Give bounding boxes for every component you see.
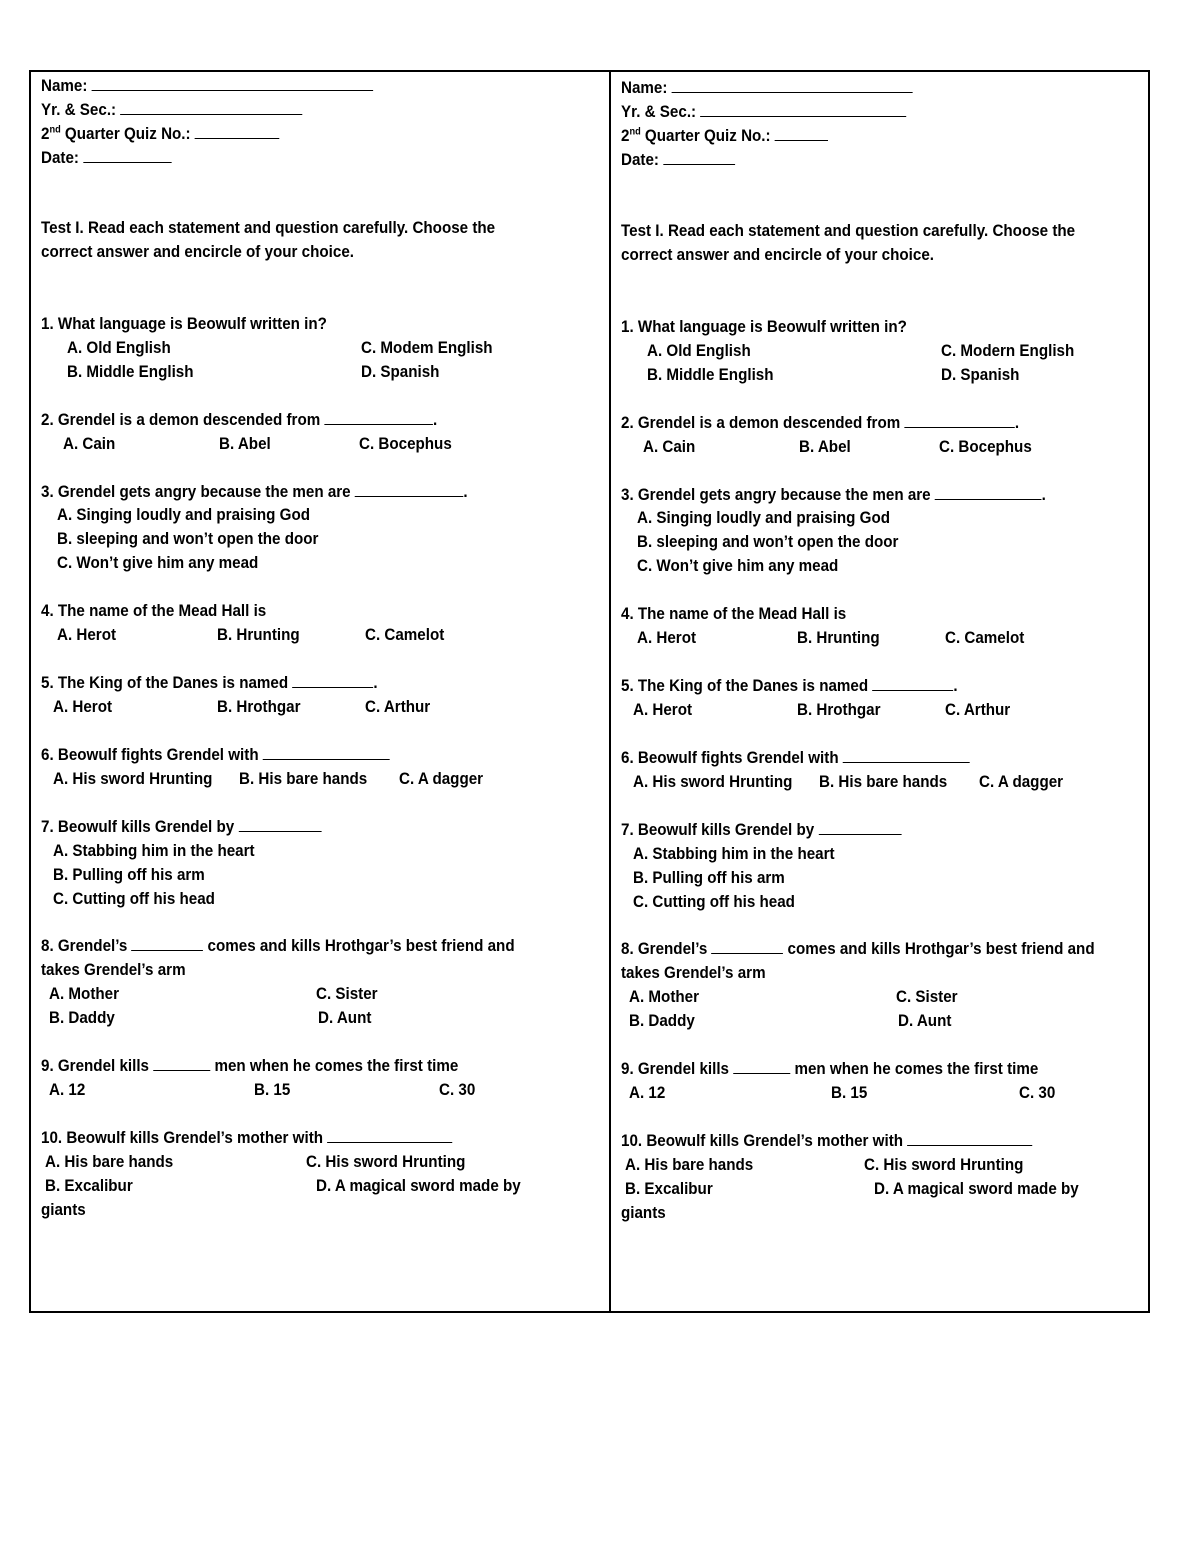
instructions-text: Test I. Read each statement and question carefully. Choose the xyxy=(621,222,1076,240)
option-d: D. Aunt xyxy=(318,1009,372,1027)
question-text: 6. Beowulf fights Grendel with xyxy=(621,749,839,767)
answer-blank xyxy=(818,820,901,835)
option-c: C. 30 xyxy=(439,1081,476,1099)
name-line xyxy=(41,74,373,98)
question-text: men when he comes the first time xyxy=(794,1060,1039,1078)
option-c: C. Won’t give him any mead xyxy=(637,557,839,575)
option-d: D. Spanish xyxy=(941,366,1020,384)
question-end: . xyxy=(463,483,468,501)
question-text: men when he comes the first time xyxy=(214,1057,459,1075)
option-b: B. Hrothgar xyxy=(217,698,301,716)
option-b: B. Hrothgar xyxy=(797,701,881,719)
question-2 xyxy=(41,408,437,432)
option-c: C. Bocephus xyxy=(939,438,1032,456)
question-text: 10. Beowulf kills Grendel’s mother with xyxy=(621,1132,904,1150)
question-text: 7. Beowulf kills Grendel by xyxy=(621,821,815,839)
question-text: comes and kills Hrothgar’s best friend and xyxy=(787,940,1095,958)
question-3 xyxy=(41,480,468,504)
answer-blank xyxy=(327,1128,452,1143)
option-a: A. 12 xyxy=(629,1084,666,1102)
question-6 xyxy=(41,743,390,767)
quiz-ordinal-suffix: nd xyxy=(629,126,641,138)
answer-blank xyxy=(292,673,373,688)
question-4: 4. The name of the Mead Hall is xyxy=(621,605,847,623)
option-c: C. Cutting off his head xyxy=(53,890,215,908)
option-b: B. Middle English xyxy=(647,366,774,384)
option-a: A. Mother xyxy=(49,985,120,1003)
option-b: B. Abel xyxy=(219,435,271,453)
question-1: 1. What language is Beowulf written in? xyxy=(621,318,907,336)
answer-blank xyxy=(904,413,1014,428)
answer-blank xyxy=(712,939,784,954)
option-c: C. 30 xyxy=(1019,1084,1056,1102)
answer-blank xyxy=(907,1131,1032,1146)
quiz-column-left xyxy=(31,72,611,1311)
option-c: C. Modern English xyxy=(941,342,1075,360)
date-label: Date: xyxy=(621,151,659,169)
yr-sec-line xyxy=(41,98,302,122)
question-text: 10. Beowulf kills Grendel’s mother with xyxy=(41,1129,324,1147)
yr-sec-label: Yr. & Sec.: xyxy=(621,103,697,121)
option-b: B. His bare hands xyxy=(819,773,948,791)
quiz-ordinal: 2 xyxy=(621,127,630,145)
option-c: C. Arthur xyxy=(945,701,1011,719)
option-a: A. His bare hands xyxy=(45,1153,174,1171)
quiz-column-right xyxy=(611,72,1148,1311)
instructions-text: Test I. Read each statement and question carefully. Choose the xyxy=(41,219,496,237)
instructions-line-2 xyxy=(621,243,934,267)
quiz-label: Quarter Quiz No.: xyxy=(64,125,191,143)
option-c: C. Cutting off his head xyxy=(633,893,795,911)
question-text: 8. Grendel’s xyxy=(621,940,708,958)
answer-blank xyxy=(195,124,280,139)
option-a: A. Mother xyxy=(629,988,700,1006)
option-a: A. His bare hands xyxy=(625,1156,754,1174)
answer-blank xyxy=(700,102,906,117)
question-9 xyxy=(621,1057,1038,1081)
option-a: A. Herot xyxy=(57,626,117,644)
option-b: B. Pulling off his arm xyxy=(633,869,785,887)
answer-blank xyxy=(324,410,433,425)
question-text: 3. Grendel gets angry because the men are xyxy=(41,483,351,501)
question-end: . xyxy=(373,674,378,692)
quiz-ordinal: 2 xyxy=(41,125,50,143)
question-text: 7. Beowulf kills Grendel by xyxy=(41,818,235,836)
option-d-line-2: giants xyxy=(41,1201,86,1219)
question-text: 9. Grendel kills xyxy=(41,1057,149,1075)
instructions-text: correct answer and encircle of your choice. xyxy=(41,243,355,261)
option-c: C. Modem English xyxy=(361,339,493,357)
name-label: Name: xyxy=(621,79,668,97)
answer-blank xyxy=(153,1056,210,1071)
question-end: . xyxy=(953,677,958,695)
option-a: A. Cain xyxy=(63,435,116,453)
answer-blank xyxy=(672,78,913,93)
question-end: . xyxy=(1041,486,1046,504)
option-b: B. Abel xyxy=(799,438,851,456)
option-a: A. His sword Hrunting xyxy=(53,770,213,788)
instructions-line-1 xyxy=(41,216,495,240)
option-c: C. Won’t give him any mead xyxy=(57,554,259,572)
answer-blank xyxy=(238,817,321,832)
option-a: A. Herot xyxy=(637,629,697,647)
option-c: C. His sword Hrunting xyxy=(306,1153,466,1171)
answer-blank xyxy=(663,150,735,165)
option-b: B. Pulling off his arm xyxy=(53,866,205,884)
option-c: C. Sister xyxy=(316,985,378,1003)
option-a: A. Old English xyxy=(67,339,171,357)
option-b: B. His bare hands xyxy=(239,770,368,788)
date-line xyxy=(41,146,172,170)
quiz-number-line xyxy=(621,124,828,148)
answer-blank xyxy=(733,1059,790,1074)
question-text: 5. The King of the Danes is named xyxy=(41,674,289,692)
option-d: D. A magical sword made by xyxy=(316,1177,521,1195)
question-4: 4. The name of the Mead Hall is xyxy=(41,602,267,620)
option-c: C. A dagger xyxy=(399,770,484,788)
instructions-line-2 xyxy=(41,240,354,264)
option-b: B. Daddy xyxy=(629,1012,695,1030)
answer-blank xyxy=(872,676,953,691)
option-c: C. Arthur xyxy=(365,698,431,716)
option-a: A. Stabbing him in the heart xyxy=(53,842,255,860)
option-a: A. Cain xyxy=(643,438,696,456)
option-d: D. A magical sword made by xyxy=(874,1180,1079,1198)
question-5 xyxy=(621,674,958,698)
answer-blank xyxy=(120,100,302,115)
option-a: A. 12 xyxy=(49,1081,86,1099)
option-c: C. Bocephus xyxy=(359,435,452,453)
quiz-label: Quarter Quiz No.: xyxy=(644,127,771,145)
option-b: B. Excalibur xyxy=(45,1177,133,1195)
question-7 xyxy=(621,818,901,842)
yr-sec-line xyxy=(621,100,906,124)
option-d: D. Spanish xyxy=(361,363,440,381)
option-b: B. 15 xyxy=(831,1084,868,1102)
answer-blank xyxy=(263,745,390,760)
answer-blank xyxy=(355,482,464,497)
question-text: 8. Grendel’s xyxy=(41,937,128,955)
question-text: 6. Beowulf fights Grendel with xyxy=(41,746,259,764)
option-b: B. Hrunting xyxy=(217,626,300,644)
option-d: D. Aunt xyxy=(898,1012,952,1030)
option-b: B. 15 xyxy=(254,1081,291,1099)
question-text: 9. Grendel kills xyxy=(621,1060,729,1078)
answer-blank xyxy=(92,76,374,91)
option-a: A. Herot xyxy=(633,701,693,719)
option-a: A. Stabbing him in the heart xyxy=(633,845,835,863)
question-8 xyxy=(621,937,1095,961)
name-line xyxy=(621,76,913,100)
question-6 xyxy=(621,746,970,770)
option-c: C. A dagger xyxy=(979,773,1064,791)
instructions-line-1 xyxy=(621,219,1075,243)
question-end: . xyxy=(433,411,438,429)
option-b: B. Daddy xyxy=(49,1009,115,1027)
date-label: Date: xyxy=(41,149,79,167)
option-b: B. Hrunting xyxy=(797,629,880,647)
quiz-number-line xyxy=(41,122,279,146)
option-c: C. Camelot xyxy=(945,629,1025,647)
question-text: 2. Grendel is a demon descended from xyxy=(41,411,321,429)
question-text: comes and kills Hrothgar’s best friend and xyxy=(207,937,515,955)
yr-sec-label: Yr. & Sec.: xyxy=(41,101,117,119)
question-10 xyxy=(41,1126,452,1150)
question-7 xyxy=(41,815,321,839)
question-text: 5. The King of the Danes is named xyxy=(621,677,869,695)
instructions-text: correct answer and encircle of your choice. xyxy=(621,246,935,264)
option-a: A. Singing loudly and praising God xyxy=(57,506,310,524)
option-b: B. Middle English xyxy=(67,363,194,381)
option-a: A. Singing loudly and praising God xyxy=(637,509,890,527)
question-3 xyxy=(621,483,1046,507)
question-10 xyxy=(621,1129,1032,1153)
option-a: A. His sword Hrunting xyxy=(633,773,793,791)
option-a: A. Herot xyxy=(53,698,113,716)
option-a: A. Old English xyxy=(647,342,751,360)
question-text: 2. Grendel is a demon descended from xyxy=(621,414,901,432)
option-d-line-2: giants xyxy=(621,1204,666,1222)
quiz-ordinal-suffix: nd xyxy=(49,124,61,136)
question-5 xyxy=(41,671,378,695)
date-line xyxy=(621,148,735,172)
answer-blank xyxy=(935,485,1042,500)
question-1: 1. What language is Beowulf written in? xyxy=(41,315,327,333)
question-text: 3. Grendel gets angry because the men are xyxy=(621,486,931,504)
option-b: B. sleeping and won’t open the door xyxy=(57,530,319,548)
question-end: . xyxy=(1014,414,1020,432)
option-c: C. Sister xyxy=(896,988,958,1006)
quiz-sheet xyxy=(29,70,1150,1313)
option-b: B. sleeping and won’t open the door xyxy=(637,533,899,551)
question-2 xyxy=(621,411,1019,435)
option-c: C. Camelot xyxy=(365,626,445,644)
option-c: C. His sword Hrunting xyxy=(864,1156,1024,1174)
answer-blank xyxy=(843,748,970,763)
name-label: Name: xyxy=(41,77,88,95)
question-8-line-2: takes Grendel’s arm xyxy=(41,961,186,979)
answer-blank xyxy=(775,126,828,141)
question-8-line-2: takes Grendel’s arm xyxy=(621,964,766,982)
option-b: B. Excalibur xyxy=(625,1180,713,1198)
question-8 xyxy=(41,934,515,958)
answer-blank xyxy=(83,148,171,163)
question-9 xyxy=(41,1054,458,1078)
answer-blank xyxy=(132,936,204,951)
